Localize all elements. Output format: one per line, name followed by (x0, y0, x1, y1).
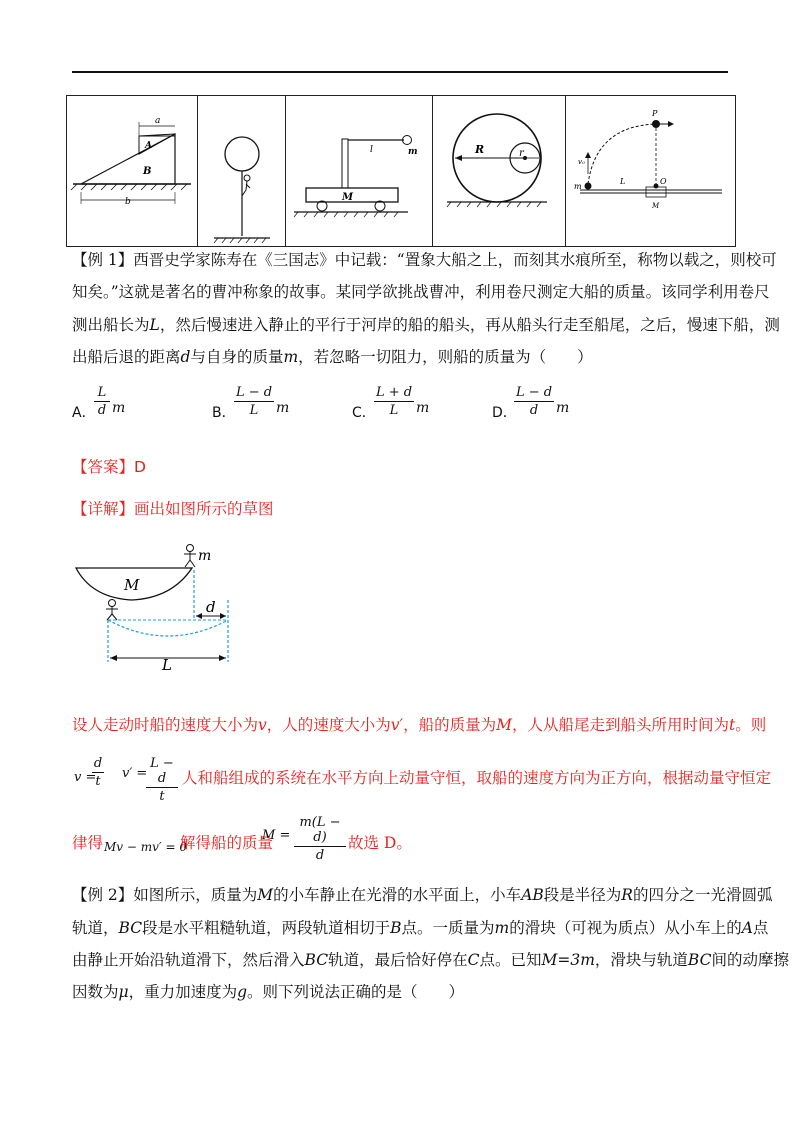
eq2-lhs: v′ = (122, 766, 148, 781)
label-O: O (660, 177, 667, 186)
label-P: P (652, 109, 658, 118)
example2-line2: 轨道，BC段是水平粗糙轨道，两段轨道相切于B点。一质量为m的滑块（可视为质点）从小车上的A点 (72, 919, 769, 937)
example2-line1: 【例 2】如图所示，质量为M的小车静止在光滑的水平面上，小车AB段是半径为R的四分之一光滑圆弧 (72, 886, 773, 904)
detail-line: 【详解】画出如图所示的草图 (72, 500, 274, 518)
option-m: m (276, 400, 290, 416)
label-r: r (519, 148, 524, 159)
label-M: M (342, 192, 354, 203)
sketch-m: m (198, 548, 212, 564)
eq4-lhs: M = (262, 828, 291, 843)
label-A: A (145, 141, 152, 151)
eq2-fraction: L − d t (146, 756, 178, 804)
sketch-d: d (206, 598, 216, 616)
label-a: a (155, 116, 161, 126)
option-m: m (416, 400, 430, 416)
figure-projectile (566, 96, 735, 246)
figure-cart-pendulum (286, 96, 433, 246)
option-label: D． (492, 405, 517, 421)
boat-sketch (72, 540, 242, 670)
label-M: M (652, 202, 660, 210)
top-rule (72, 71, 728, 73)
eq4-fraction: m(L − d) d (294, 815, 346, 863)
sketch-L: L (162, 656, 172, 670)
example1-line2: 知矣。”这就是著名的曹冲称象的故事。某同学欲挑战曹冲，利用卷尺测定大船的质量。该同学利用卷尺 (72, 283, 770, 301)
balloon-diagram (198, 96, 286, 248)
option-fraction: L + d L (375, 385, 413, 418)
answer-line: 【答案】D (72, 458, 146, 476)
projectile-diagram (566, 96, 735, 248)
label-B: B (143, 166, 152, 177)
figure-rings (433, 96, 566, 246)
figure-table (66, 95, 736, 247)
option-m: m (556, 400, 570, 416)
option-m: m (112, 400, 126, 416)
eq1-lhs: v = (74, 770, 97, 785)
sketch-M: M (124, 576, 140, 594)
rings-diagram (433, 96, 566, 248)
example2-line3: 由静止开始沿轨道滑下，然后滑入BC轨道，最后恰好停在C点。已知M=3m，滑块与轨道BC间的动摩擦 (72, 951, 789, 969)
label-v0: v₀ (578, 158, 585, 166)
eq1-fraction: d t (93, 756, 103, 789)
example1-line4: 出船后退的距离d与自身的质量m，若忽略一切阻力，则船的质量为（ ） (72, 348, 593, 366)
explain-line3a: 律得 (72, 834, 104, 852)
example1-line3: 测出船长为L，然后慢速进入静止的平行于河岸的船的船头，再从船头行走至船尾，之后，慢速下船，测 (72, 316, 780, 334)
example1-line1: 【例 1】西晋史学家陈寿在《三国志》中记载：“置象大船之上，而刻其水痕所至，称物以载之，则校可 (72, 251, 777, 269)
label-m: m (408, 147, 418, 157)
explain-line2: 人和船组成的系统在水平方向上动量守恒，取船的速度方向为正方向，根据动量守恒定 (182, 769, 772, 787)
eq3: Mv − mv′ = 0 (104, 840, 187, 854)
option-label: C． (352, 405, 376, 421)
label-R: R (475, 143, 485, 156)
label-b: b (125, 197, 131, 207)
wedge-diagram (67, 96, 198, 248)
figure-wedge (67, 96, 198, 246)
label-l: l (370, 145, 373, 155)
label-m: m (574, 182, 582, 191)
option-label: B． (212, 405, 236, 421)
label-L: L (620, 177, 626, 186)
example2-line4: 因数为μ，重力加速度为g。则下列说法正确的是（ ） (72, 983, 465, 1001)
option-label: A． (72, 405, 96, 421)
option-fraction: L − d d (515, 385, 553, 418)
cart-diagram (286, 96, 433, 248)
explain-line1: 设人走动时船的速度大小为v，人的速度大小为v′，船的质量为M，人从船尾走到船头所用时间为t。则 (72, 716, 767, 734)
explain-line3c: 故选 D。 (348, 834, 412, 852)
explain-line3b: 解得船的质量 (180, 834, 274, 852)
option-fraction: L − d L (235, 385, 273, 418)
figure-pendulum-person (198, 96, 286, 246)
option-fraction: L d (94, 385, 110, 418)
